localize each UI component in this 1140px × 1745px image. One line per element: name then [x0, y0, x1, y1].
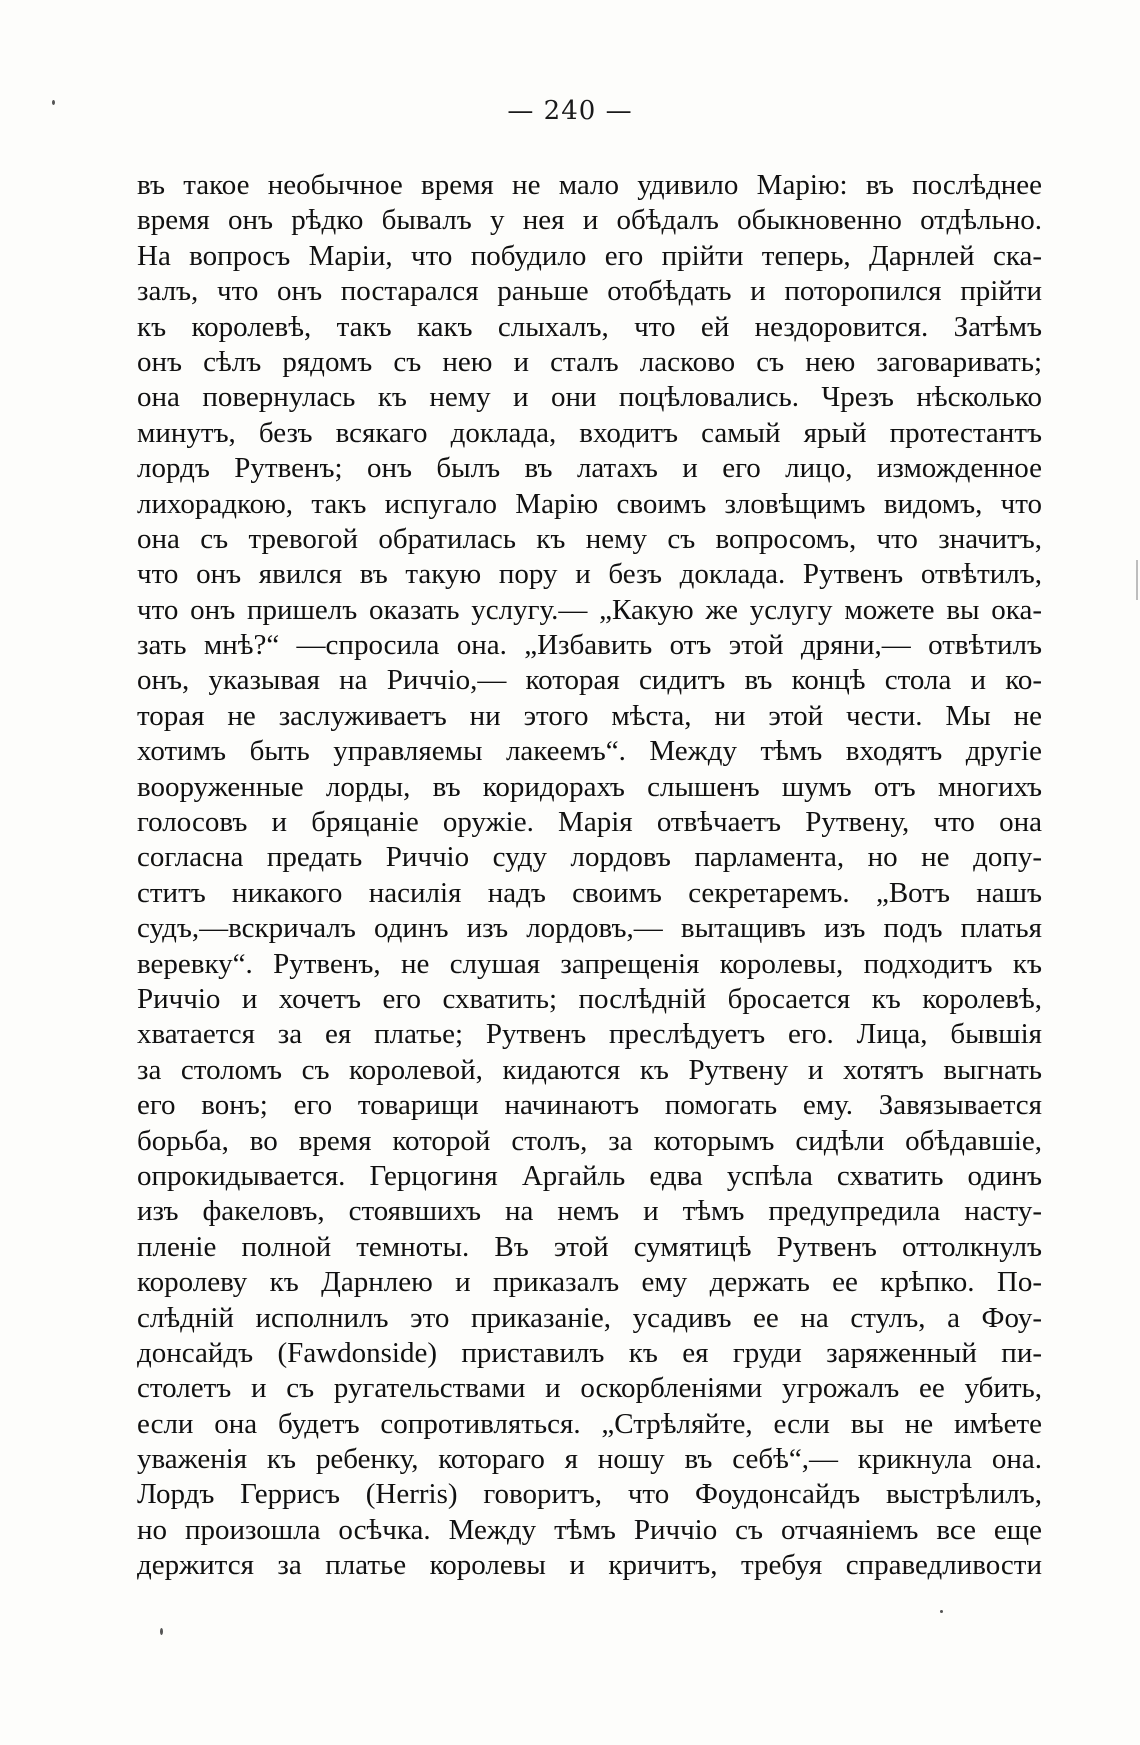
text-line: что онъ пришелъ оказать услугу.— „Какую же услугу можете вы ока- — [137, 593, 1042, 626]
scan-speck — [160, 1628, 163, 1635]
text-line: изъ факеловъ, стоявшихъ на немъ и тѣмъ предупредила насту- — [137, 1195, 1042, 1228]
text-line: хватается за ея платье; Рутвенъ преслѣдуетъ его. Лица, бывшія — [137, 1018, 1042, 1051]
text-line: согласна предать Риччіо суду лордовъ парламента, но не допу- — [137, 841, 1042, 874]
text-line: она повернулась къ нему и они поцѣловались. Чрезъ нѣсколько — [137, 381, 1042, 414]
scan-speck — [940, 1610, 943, 1613]
text-line: Риччіо и хочетъ его схватить; послѣдній бросается къ королевѣ, — [137, 982, 1042, 1015]
text-line: его вонъ; его товарищи начинаютъ помогать ему. Завязывается — [137, 1089, 1042, 1122]
text-line: донсайдъ (Fawdonside) приставилъ къ ея груди заряженный пи- — [137, 1336, 1042, 1369]
text-line: время онъ рѣдко бывалъ у нея и обѣдалъ обыкновенно отдѣльно. — [137, 204, 1042, 237]
text-line: за столомъ съ королевой, кидаются къ Рутвену и хотятъ выгнать — [137, 1053, 1042, 1086]
text-line: она съ тревогой обратилась къ нему съ вопросомъ, что значитъ, — [137, 522, 1042, 555]
text-line: вооруженные лорды, въ коридорахъ слышенъ шумъ отъ многихъ — [137, 770, 1042, 803]
text-line: судъ,—вскричалъ одинъ изъ лордовъ,— вытащивъ изъ подъ платья — [137, 912, 1042, 945]
text-line: уваженія къ ребенку, котораго я ношу въ себѣ“,— крикнула она. — [137, 1443, 1042, 1476]
text-line: зать мнѣ?“ —спросила она. „Избавить отъ этой дряни,— отвѣтилъ — [137, 629, 1042, 662]
body-text — [137, 168, 1042, 1584]
text-line: держится за платье королевы и кричитъ, требуя справедливости — [137, 1549, 1042, 1582]
text-line: голосовъ и бряцаніе оружіе. Марія отвѣчаетъ Рутвену, что она — [137, 806, 1042, 839]
scan-edge-mark — [1136, 560, 1138, 600]
text-line: слѣдній исполнилъ это приказаніе, усадивъ ее на стулъ, а Фоу- — [137, 1301, 1042, 1334]
text-line: На вопросъ Маріи, что побудило его прійти теперь, Дарнлей ска- — [137, 239, 1042, 272]
text-line: залъ, что онъ постарался раньше отобѣдать и поторопился прійти — [137, 275, 1042, 308]
text-line: минутъ, безъ всякаго доклада, входитъ самый ярый протестантъ — [137, 416, 1042, 449]
text-line: королеву къ Дарнлею и приказалъ ему держать ее крѣпко. По- — [137, 1266, 1042, 1299]
scan-speck — [52, 100, 55, 105]
text-line: пленіе полной темноты. Въ этой сумятицѣ Рутвенъ оттолкнулъ — [137, 1230, 1042, 1263]
page-number: — 240 — — [507, 96, 633, 126]
text-line: веревку“. Рутвенъ, не слушая запрещенія королевы, подходитъ къ — [137, 947, 1042, 980]
text-line: опрокидывается. Герцогиня Аргайль едва успѣла схватить одинъ — [137, 1159, 1042, 1192]
text-line: въ такое необычное время не мало удивило Марію: въ послѣднее — [137, 169, 1042, 201]
text-line: онъ, указывая на Риччіо,— которая сидитъ въ концѣ стола и ко- — [137, 664, 1042, 697]
text-line: столетъ и съ ругательствами и оскорбленіями угрожалъ ее убить, — [137, 1372, 1042, 1405]
text-line: Лордъ Геррисъ (Herris) говоритъ, что Фоудонсайдъ выстрѣлилъ, — [137, 1478, 1042, 1511]
text-line: борьба, во время которой столъ, за которымъ сидѣли обѣдавшіе, — [137, 1124, 1042, 1157]
text-line: что онъ явился въ такую пору и безъ доклада. Рутвенъ отвѣтилъ, — [137, 558, 1042, 591]
text-line: ститъ никакого насилія надъ своимъ секретаремъ. „Вотъ нашъ — [137, 876, 1042, 909]
text-line: торая не заслуживаетъ ни этого мѣста, ни этой чести. Мы не — [137, 699, 1042, 732]
text-line: лихорадкою, такъ испугало Марію своимъ зловѣщимъ видомъ, что — [137, 487, 1042, 520]
text-line: къ королевѣ, такъ какъ слыхалъ, что ей нездоровится. Затѣмъ — [137, 310, 1042, 343]
text-line: хотимъ быть управляемы лакеемъ“. Между тѣмъ входятъ другіе — [137, 735, 1042, 768]
text-line: лордъ Рутвенъ; онъ былъ въ латахъ и его лицо, изможденное — [137, 452, 1042, 485]
text-line: онъ сѣлъ рядомъ съ нею и сталъ ласково съ нею заговаривать; — [137, 345, 1042, 378]
text-line: если она будетъ сопротивляться. „Стрѣляйте, если вы не имѣете — [137, 1407, 1042, 1440]
text-line: но произошла осѣчка. Между тѣмъ Риччіо съ отчаяніемъ все еще — [137, 1513, 1042, 1546]
